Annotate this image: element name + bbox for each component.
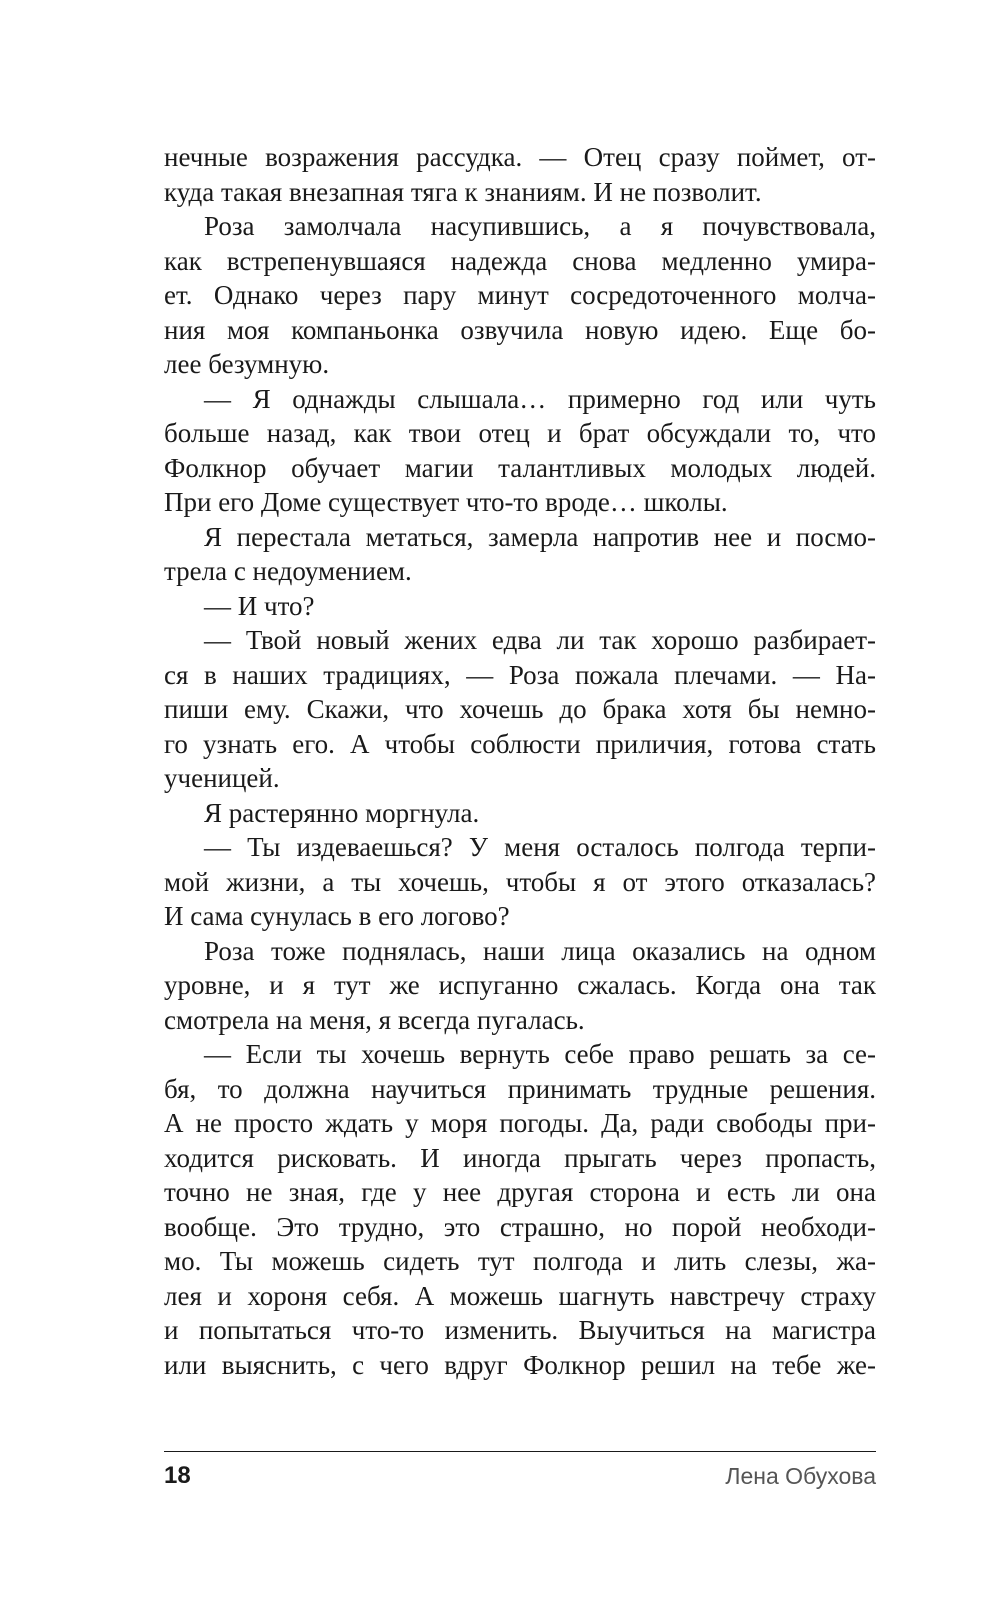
text-line: ния моя компаньонка озвучила новую идею. Еще бо-: [164, 314, 876, 345]
text-line: Я растерянно моргнула.: [204, 797, 480, 828]
text-line: точно не зная, где у нее другая сторона и есть ли она: [164, 1177, 876, 1207]
text-line: ся в наших традициях, — Роза пожала плечами. — На-: [164, 659, 876, 690]
text-line: — Твой новый жених едва ли так хорошо разбирает-: [204, 625, 876, 655]
text-line: — Ты издеваешься? У меня осталось полгода терпи-: [204, 832, 876, 862]
text-line: Я перестала метаться, замерла напротив нее и посмо-: [204, 521, 876, 552]
text-line: или выяснить, с чего вдруг Фолкнор решил на тебе же-: [164, 1349, 876, 1380]
text-line: — Если ты хочешь вернуть себе право решать за се-: [204, 1039, 876, 1069]
text-line: мо. Ты можешь сидеть тут полгода и лить слезы, жа-: [164, 1246, 876, 1276]
text-line: Роза тоже поднялась, наши лица оказались на одном: [204, 935, 876, 966]
text-line: ет. Однако через пару минут сосредоточенного молча-: [164, 280, 876, 310]
text-line: пиши ему. Скажи, что хочешь до брака хотя бы немно-: [164, 694, 876, 724]
text-line: — Я однажды слышала… примерно год или чуть: [204, 383, 876, 414]
text-line: И сама сунулась в его логово?: [164, 901, 510, 931]
text-line: как встрепенувшаяся надежда снова медленно умира-: [164, 245, 876, 276]
text-line: — И что?: [204, 590, 315, 621]
text-line: бя, то должна научиться принимать трудные решения.: [164, 1073, 876, 1104]
body-text: [164, 140, 876, 1382]
running-footer-author: Лена Обухова: [725, 1463, 876, 1489]
text-line: Фолкнор обучает магии талантливых молодых людей.: [164, 452, 876, 483]
text-line: трела с недоумением.: [164, 556, 412, 586]
text-line: вообще. Это трудно, это страшно, но порой необходи-: [164, 1211, 876, 1242]
text-line: больше назад, как твои отец и брат обсуждали то, что: [164, 418, 876, 448]
text-line: лея и хороня себя. А можешь шагнуть навстречу страху: [164, 1280, 876, 1311]
text-line: го узнать его. А чтобы соблюсти приличия, готова стать: [164, 728, 876, 759]
footer-divider: [164, 1451, 876, 1452]
text-line: лее безумную.: [164, 349, 330, 379]
text-line: куда такая внезапная тяга к знаниям. И не позволит.: [164, 176, 762, 207]
text-line: При его Доме существует что-то вроде… школы.: [164, 487, 728, 517]
text-line: уровне, и я тут же испуганно сжалась. Когда она так: [164, 970, 876, 1000]
text-line: ходится рисковать. И иногда прыгать через пропасть,: [164, 1142, 876, 1173]
text-line: ученицей.: [164, 763, 280, 793]
text-line: А не просто ждать у моря погоды. Да, ради свободы при-: [164, 1108, 876, 1138]
text-line: Роза замолчала насупившись, а я почувствовала,: [204, 211, 876, 241]
text-line: и попытаться что-то изменить. Выучиться на магистра: [164, 1315, 876, 1345]
text-line: смотрела на меня, я всегда пугалась.: [164, 1004, 585, 1035]
page-number: 18: [164, 1462, 191, 1489]
text-line: нечные возражения рассудка. — Отец сразу поймет, от-: [164, 142, 876, 172]
text-line: мой жизни, а ты хочешь, чтобы я от этого отказалась?: [164, 866, 876, 897]
